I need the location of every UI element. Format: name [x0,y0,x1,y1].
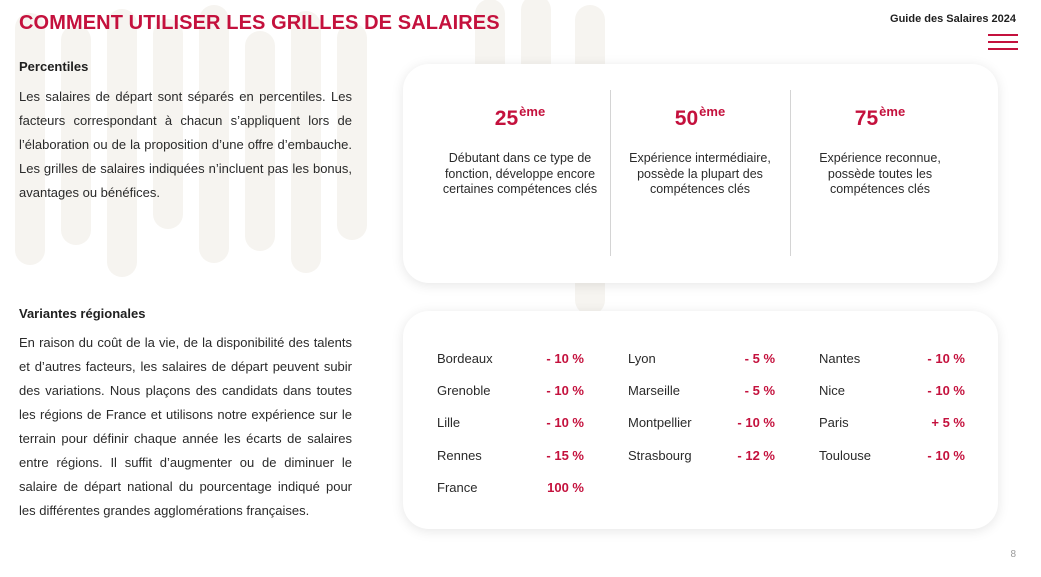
guide-label: Guide des Salaires 2024 [890,13,1016,25]
region-percent: - 5 % [744,383,775,398]
region-percent: - 10 % [927,383,965,398]
region-row-nantes [819,351,965,369]
region-row-rennes [437,448,584,466]
region-city: Marseille [628,383,681,398]
region-row-nice [819,383,965,401]
region-row-toulouse [819,448,965,466]
region-row-grenoble [437,383,584,401]
hamburger-menu-icon[interactable] [988,31,1018,53]
regions-heading: Variantes régionales [19,306,146,321]
region-row-bordeaux [437,351,584,369]
percentile-description: Expérience intermédiaire, possède la plupart des compétences clés [629,151,771,196]
page-title: COMMENT UTILISER LES GRILLES DE SALAIRES [19,12,500,34]
region-percent: - 5 % [744,351,775,366]
percentiles-card [403,64,998,283]
percentile-description: Débutant dans ce type de fonction, développe encore certaines compétences clés [442,151,598,196]
region-row-paris [819,415,965,433]
regions-card [403,311,998,529]
region-percent: - 10 % [546,415,584,430]
region-city: France [437,480,478,495]
region-city: Lille [437,415,461,430]
region-row-lille [437,415,584,433]
region-city: Bordeaux [437,351,493,366]
region-percent: - 12 % [737,448,775,463]
region-city: Grenoble [437,383,491,398]
percentile-title: 50ème [674,104,726,130]
percentiles-heading: Percentiles [19,59,89,74]
percentile-column-50 [610,64,790,283]
region-row-lyon [628,351,775,369]
page-number: 8 [1010,549,1016,560]
region-city: Nice [819,383,846,398]
region-city: Rennes [437,448,482,463]
region-city: Strasbourg [628,448,692,463]
percentile-title: 75ème [854,104,906,130]
percentile-column-25 [430,64,610,283]
region-city: Montpellier [628,415,692,430]
region-percent: 100 % [547,480,584,495]
regions-text: En raison du coût de la vie, de la disponibilité des talents et d’autres facteurs, les salaires de départ peuvent subir des variations. Nous plaçons des candidats dans toutes les régions de France et utilisons notre expérience sur le terrain pour définir chaque année les écarts de salaires entre régions. Il suffit d’augmenter ou de diminuer le salaire de départ national du pourcentage indiqué pour les différentes grandes agglomérations françaises. [19,335,352,518]
region-percent: - 10 % [546,383,584,398]
region-row-marseille [628,383,775,401]
percentile-column-75 [790,64,970,283]
region-city: Lyon [628,351,656,366]
region-percent: - 10 % [737,415,775,430]
region-percent: - 10 % [927,351,965,366]
region-row-strasbourg [628,448,775,466]
region-city: Toulouse [819,448,872,463]
region-percent: - 10 % [927,448,965,463]
region-city: Nantes [819,351,861,366]
region-percent: - 10 % [546,351,584,366]
percentiles-text: Les salaires de départ sont séparés en percentiles. Les facteurs correspondant à chacun s’appliquent lors de l’élaboration ou de la proposition d’une offre d’embauche. Les grilles de salaires indiquées n’incluent pas les bonus, avantages ou bénéfices. [19,89,352,200]
region-row-france [437,480,584,498]
region-city: Paris [819,415,849,430]
region-percent: + 5 % [931,415,965,430]
percentile-description: Expérience reconnue, possède toutes les compétences clés [819,151,941,196]
region-percent: - 15 % [546,448,584,463]
percentile-title: 25ème [494,104,546,130]
region-row-montpellier [628,415,775,433]
